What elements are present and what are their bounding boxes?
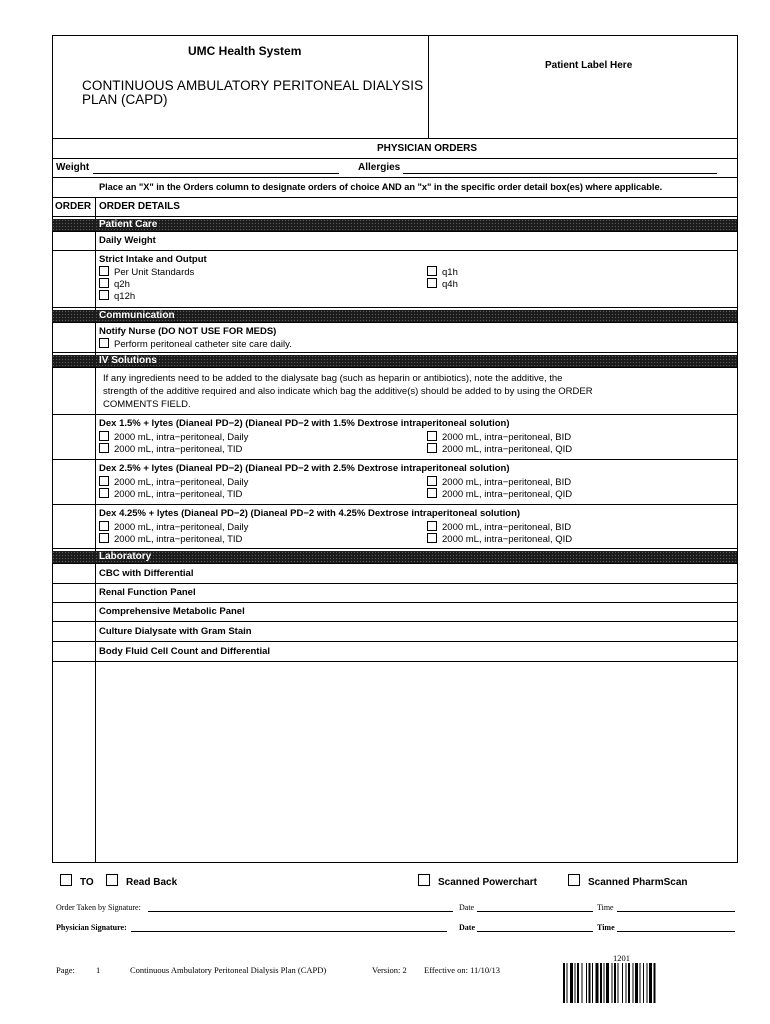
physician-orders-heading: PHYSICIAN ORDERS	[377, 143, 478, 154]
daily-weight-item: Daily Weight	[99, 235, 156, 246]
order-taken-time-label: Time	[597, 903, 614, 912]
order-taken-date-field[interactable]	[477, 903, 593, 912]
dex-4-25-tid[interactable]: 2000 mL, intra−peritoneal, TID	[99, 533, 242, 546]
checkbox[interactable]	[427, 431, 437, 441]
page-number: 1	[96, 965, 101, 975]
checkbox[interactable]	[427, 533, 437, 543]
option-q1h[interactable]: q1h	[427, 266, 458, 279]
checkbox[interactable]	[106, 874, 118, 886]
physician-time-field[interactable]	[617, 923, 735, 932]
section-iv-solutions: IV Solutions	[95, 355, 737, 367]
dex-1-5-tid[interactable]: 2000 mL, intra−peritoneal, TID	[99, 443, 242, 456]
dex-4-25-bid[interactable]: 2000 mL, intra−peritoneal, BID	[427, 521, 571, 534]
order-taken-label: Order Taken by Signature:	[56, 903, 141, 912]
order-column-header: ORDER	[55, 201, 92, 212]
row-line	[52, 583, 738, 584]
form-code: 1201	[613, 953, 630, 963]
lab-cmp: Comprehensive Metabolic Panel	[99, 606, 245, 617]
iv-note-line3: COMMENTS FIELD.	[103, 399, 191, 410]
order-taken-date-label: Date	[459, 903, 475, 912]
dex-1-5-daily[interactable]: 2000 mL, intra−peritoneal, Daily	[99, 431, 248, 444]
checkbox[interactable]	[427, 476, 437, 486]
dex-2-5-title: Dex 2.5% + lytes (Dianeal PD−2) (Dianeal PD−2 with 2.5% Dextrose intraperitoneal solution)	[99, 463, 510, 474]
row-line	[52, 548, 738, 549]
physician-signature-field[interactable]	[131, 923, 447, 932]
row-line	[52, 352, 738, 353]
row-line	[52, 322, 738, 323]
checkbox[interactable]	[427, 266, 437, 276]
section-patient-care: Patient Care	[95, 219, 737, 231]
document-title-footer: Continuous Ambulatory Peritoneal Dialysis Plan (CAPD)	[130, 965, 327, 975]
row-line	[52, 414, 738, 415]
weight-row-line	[52, 177, 738, 178]
option-q4h[interactable]: q4h	[427, 278, 458, 291]
checkbox[interactable]	[99, 338, 109, 348]
org-name: UMC Health System	[188, 44, 302, 58]
checkbox[interactable]	[427, 278, 437, 288]
checkbox[interactable]	[568, 874, 580, 886]
strict-io-item: Strict Intake and Output	[99, 254, 207, 265]
checkbox[interactable]	[99, 488, 109, 498]
header-divider	[428, 35, 429, 138]
form-title-line1: CONTINUOUS AMBULATORY PERITONEAL DIALYSIS	[82, 78, 424, 93]
dex-2-5-qid[interactable]: 2000 mL, intra−peritoneal, QID	[427, 488, 572, 501]
row-line	[52, 459, 738, 460]
row-line	[52, 602, 738, 603]
order-column-divider	[95, 197, 96, 863]
weight-label: Weight	[56, 162, 90, 173]
section-bar-left	[52, 355, 95, 367]
details-column-header: ORDER DETAILS	[99, 201, 180, 212]
checkbox[interactable]	[427, 521, 437, 531]
section-bar-left	[52, 219, 95, 231]
scanned-pharmscan-item[interactable]: Scanned PharmScan	[568, 874, 687, 889]
notify-nurse-item: Notify Nurse (DO NOT USE FOR MEDS)	[99, 326, 277, 337]
header-bottom-line	[52, 138, 738, 139]
row-line	[52, 231, 738, 232]
dex-2-5-bid[interactable]: 2000 mL, intra−peritoneal, BID	[427, 476, 571, 489]
checkbox[interactable]	[99, 431, 109, 441]
option-site-care[interactable]: Perform peritoneal catheter site care daily.	[99, 338, 292, 351]
column-header-line	[52, 216, 738, 217]
iv-note-line1: If any ingredients need to be added to the dialysate bag (such as heparin or antibiotics), note the additive, the	[103, 373, 563, 384]
lab-cbc: CBC with Differential	[99, 568, 194, 579]
scanned-powerchart-item[interactable]: Scanned Powerchart	[418, 874, 537, 889]
dex-4-25-daily[interactable]: 2000 mL, intra−peritoneal, Daily	[99, 521, 248, 534]
dex-1-5-title: Dex 1.5% + lytes (Dianeal PD−2) (Dianeal PD−2 with 1.5% Dextrose intraperitoneal solution)	[99, 418, 510, 429]
checkbox[interactable]	[99, 521, 109, 531]
order-taken-field[interactable]	[148, 903, 453, 912]
option-q2h[interactable]: q2h	[99, 278, 130, 291]
checkbox[interactable]	[418, 874, 430, 886]
patient-label: Patient Label Here	[545, 60, 633, 71]
physician-date-label: Date	[459, 923, 475, 932]
weight-field[interactable]	[93, 162, 339, 174]
section-laboratory: Laboratory	[95, 551, 737, 563]
row-line	[52, 661, 738, 662]
row-line	[52, 563, 738, 564]
physician-time-label: Time	[597, 923, 615, 932]
checkbox[interactable]	[99, 533, 109, 543]
checkbox[interactable]	[60, 874, 72, 886]
version-text: Version: 2	[372, 965, 407, 975]
row-line	[52, 250, 738, 251]
dex-2-5-tid[interactable]: 2000 mL, intra−peritoneal, TID	[99, 488, 242, 501]
form-title-line2: PLAN (CAPD)	[82, 92, 168, 107]
checkbox[interactable]	[99, 278, 109, 288]
option-q12h[interactable]: q12h	[99, 290, 135, 303]
row-line	[52, 504, 738, 505]
dex-4-25-title: Dex 4.25% + lytes (Dianeal PD−2) (Dianeal PD−2 with 4.25% Dextrose intraperitoneal solution)	[99, 508, 521, 519]
checkbox[interactable]	[99, 443, 109, 453]
barcode-image	[563, 963, 693, 1003]
option-per-unit[interactable]: Per Unit Standards	[99, 266, 194, 279]
instruction-line	[52, 197, 738, 198]
dex-1-5-bid[interactable]: 2000 mL, intra−peritoneal, BID	[427, 431, 571, 444]
effective-date: Effective on: 11/10/13	[424, 965, 501, 975]
checkbox[interactable]	[427, 443, 437, 453]
orders-heading-line	[52, 158, 738, 159]
row-line	[52, 307, 738, 308]
checkbox[interactable]	[427, 488, 437, 498]
physician-signature-label: Physician Signature:	[56, 923, 127, 932]
iv-note-line2: strength of the additive required and also indicate which bag the additive(s) should be added to by using the ORDER	[103, 386, 593, 397]
order-taken-time-field[interactable]	[617, 903, 735, 912]
section-communication: Communication	[95, 310, 737, 322]
physician-date-field[interactable]	[477, 923, 593, 932]
checkbox[interactable]	[99, 476, 109, 486]
checkbox[interactable]	[99, 290, 109, 300]
section-bar-left	[52, 310, 95, 322]
page-label: Page:	[56, 965, 75, 975]
allergies-field[interactable]	[403, 162, 717, 174]
lab-culture: Culture Dialysate with Gram Stain	[99, 626, 252, 637]
instruction-text: Place an "X" in the Orders column to designate orders of choice AND an "x" in the specific order detail box(es) where applicable.	[99, 182, 663, 192]
lab-body-fluid: Body Fluid Cell Count and Differential	[99, 646, 270, 657]
row-line	[52, 641, 738, 642]
row-line	[52, 621, 738, 622]
read-back-checkbox-item[interactable]: Read Back	[106, 874, 177, 889]
lab-renal: Renal Function Panel	[99, 587, 196, 598]
to-checkbox-item[interactable]: TO	[60, 874, 94, 889]
allergies-label: Allergies	[358, 162, 401, 173]
row-line	[52, 367, 738, 368]
dex-4-25-qid[interactable]: 2000 mL, intra−peritoneal, QID	[427, 533, 572, 546]
section-bar-left	[52, 551, 95, 563]
dex-1-5-qid[interactable]: 2000 mL, intra−peritoneal, QID	[427, 443, 572, 456]
checkbox[interactable]	[99, 266, 109, 276]
dex-2-5-daily[interactable]: 2000 mL, intra−peritoneal, Daily	[99, 476, 248, 489]
